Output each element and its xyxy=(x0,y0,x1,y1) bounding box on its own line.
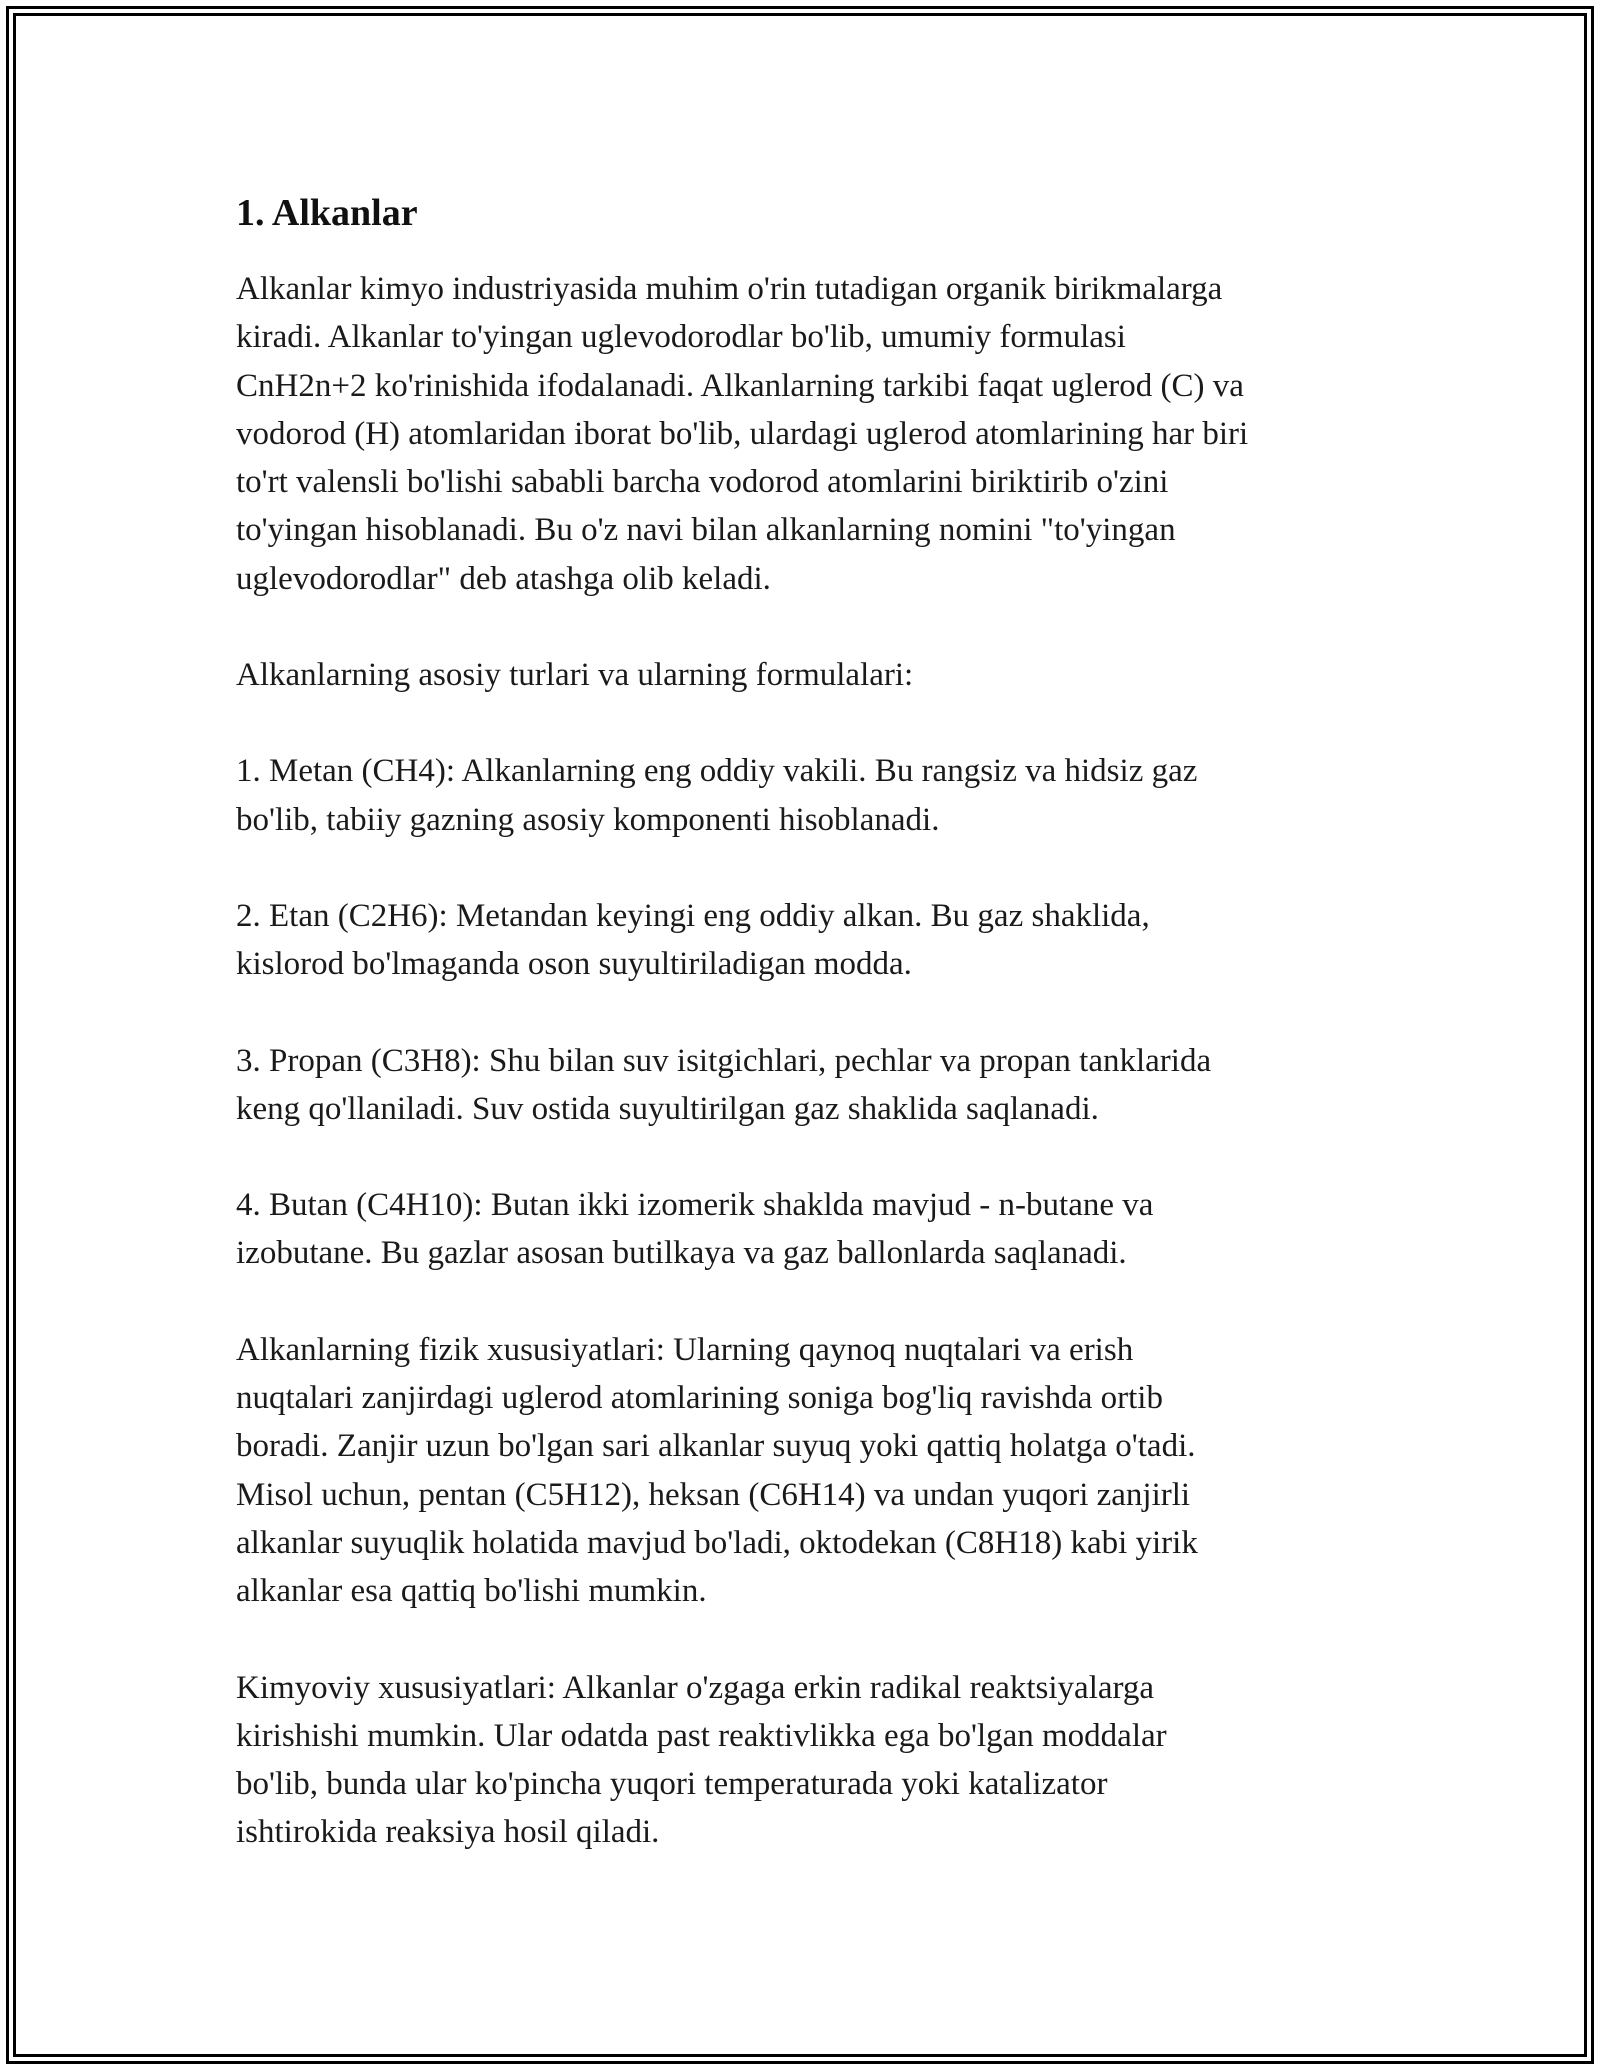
physical-properties-paragraph: Alkanlarning fizik xususiyatlari: Ularning qaynoq nuqtalari va erish nuqtalari zanjirdagi uglerod atomlarining soniga bog'liq ravishda ortib boradi. Zanjir uzun bo'lgan sari alkanlar suyuq yoki qattiq holatga o'tadi. Misol uchun, pentan (C5H12), heksan (C6H14) va undan yuqori zanjirli alkanlar suyuqlik holatida mavjud bo'ladi, oktodekan (C8H18) kabi yirik alkanlar esa qattiq bo'lishi mumkin. xyxy=(236,1331,1198,1610)
list-item-butan: 4. Butan (C4H10): Butan ikki izomerik shakldа mavjud - n-butane va izobutane. Bu gazlar asosan butilkaya va gaz ballonlarda saqlanadi. xyxy=(236,1187,1154,1272)
intro-paragraph: Alkanlar kimyo industriyasida muhim o'rin tutadigan organik birikmalarga kiradi. Alkanlar to'yingan uglevodorodlar bo'lib, umumiy formulasi CnH2n+2 ko'rinishida ifodalanadi. Alkanlarning tarkibi faqat uglerod (C) va vodorod (H) atomlaridan iborat bo'lib, ulardagi uglerod atomlarining har biri to'rt valensli bo'lishi sababli barcha vodorod atomlarini biriktirib o'zini to'yingan hisoblanadi. Bu o'z navi bilan alkanlarning nomini "to'yingan uglevodorodlar" deb atashga olib keladi. xyxy=(236,271,1249,597)
types-intro-paragraph: Alkanlarning asosiy turlari va ularning formulalari: xyxy=(236,657,914,694)
list-item-etan: 2. Etan (C2H6): Metandan keyingi eng oddiy alkan. Bu gaz shaklida, kislorod bo'lmaganda oson suyultiriladigan modda. xyxy=(236,897,1150,983)
document-body xyxy=(236,185,1376,1905)
list-item-metan: 1. Metan (CH4): Alkanlarning eng oddiy vakili. Bu rangsiz va hidsiz gaz bo'lib, tabiiy gazning asosiy komponenti hisoblanadi. xyxy=(236,753,1198,838)
list-item-propan: 3. Propan (C3H8): Shu bilan suv isitgichlari, pechlar va propan tanklarida keng qo'llaniladi. Suv ostida suyultirilgan gaz shaklida saqlanadi. xyxy=(236,1042,1212,1127)
section-heading: 1. Alkanlar xyxy=(236,192,418,234)
chemical-properties-paragraph: Kimyoviy xususiyatlari: Alkanlar o'zgaga erkin radikal reaktsiyalarga kirishishi mumkin. Ular odatda past reaktivlikka ega bo'lgan moddalar bo'lib, bunda ular ko'pincha yuqori temperaturada yoki katalizator ishtirokida reaksiya hosil qiladi. xyxy=(236,1669,1167,1851)
